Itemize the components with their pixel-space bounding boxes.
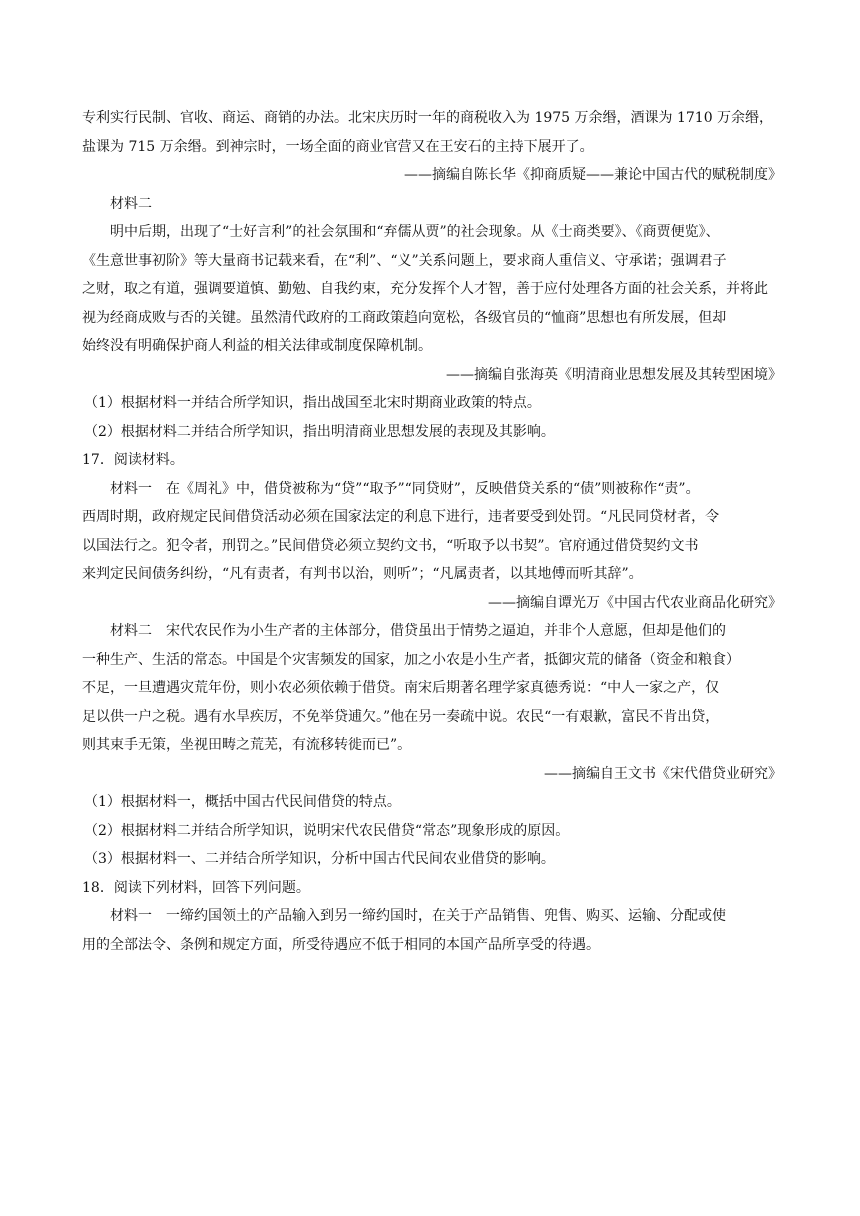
sub-question: （3）根据材料一、二并结合所学知识，分析中国古代民间农业借贷的影响。 — [84, 851, 555, 867]
sub-question: （1）根据材料一，概括中国古代民间借贷的特点。 — [84, 794, 401, 810]
body-text: 一缔约国领土的产品输入到另一缔约国时，在关于产品销售、兜售、购买、运输、分配或使 — [166, 908, 726, 924]
body-text-line: 以国法行之。犯令者，刑罚之。”民间借贷必须立契约文书，“听取予以书契”。官府通过借贷契约文书 — [82, 537, 699, 554]
body-text-line: 之财，取之有道，强调要道慎、勤勉、自我约束，充分发挥个人才智，善于应付处理各方面的社会关系，并将此 — [82, 281, 768, 297]
body-text-line: 《生意世事初阶》等大量商书记载来看，在“利”、“义”关系问题上，要求商人重信义、守承诺；强调君子 — [82, 252, 727, 269]
body-text-line: 始终没有明确保护商人利益的相关法律或制度保障机制。 — [82, 338, 432, 354]
material-label: 材料一 — [110, 908, 152, 924]
body-text: 在《周礼》中，借贷被称为“贷”“取予”“同贷财”，反映借贷关系的“债”则被称作“责”。 — [166, 480, 700, 497]
source-citation: ——摘编自陈长华《抑商质疑——兼论中国古代的赋税制度》 — [404, 167, 782, 183]
material-label: 材料一 — [110, 480, 152, 497]
sub-question: （2）根据材料二并结合所学知识，指出明清商业思想发展的表现及其影响。 — [84, 423, 555, 440]
body-text-line: 则其束手无策，坐视田畴之荒芜，有流移转徙而已”。 — [82, 737, 412, 753]
body-text-line: 西周时期，政府规定民间借贷活动必须在国家法定的利息下进行，违者要受到处罚。“凡民同贷材者，令 — [82, 509, 720, 525]
body-text-line: 视为经商成败与否的关键。虽然清代政府的工商政策趋向宽松，各级官员的“恤商”思想也有所发展，但却 — [82, 309, 727, 326]
body-text-line: 专利实行民制、官收、商运、商销的办法。北宋庆历时一年的商税收入为 1975 万余缗，酒课为 1710 万余缗， — [82, 110, 774, 126]
material-label: 材料二 — [110, 623, 152, 639]
source-citation: ——摘编自张海英《明清商业思想发展及其转型困境》 — [446, 366, 782, 383]
material-paragraph-start — [82, 617, 782, 646]
question-title: 18．阅读下列材料，回答下列问题。 — [82, 879, 310, 896]
question-title: 17．阅读材料。 — [82, 452, 184, 468]
body-text: 宋代农民作为小生产者的主体部分，借贷虽出于情势之逼迫，并非个人意愿，但却是他们的 — [166, 623, 726, 639]
exam-page — [82, 104, 782, 959]
material-paragraph-start — [82, 475, 782, 504]
body-text-line: 盐课为 715 万余缗。到神宗时，一场全面的商业官营又在王安石的主持下展开了。 — [82, 138, 594, 155]
source-citation: ——摘编自王文书《宋代借贷业研究》 — [544, 765, 782, 782]
source-citation: ——摘编自谭光万《中国古代农业商品化研究》 — [488, 594, 782, 611]
body-text-line: 不足，一旦遭遇灾荒年份，则小农必须依赖于借贷。南宋后期著名理学家真德秀说：“中人一家之产，仅 — [82, 680, 720, 696]
material-paragraph-start — [82, 902, 782, 931]
body-text-line: 明中后期，出现了“士好言利”的社会氛围和“弃儒从贾”的社会现象。从《士商类要》、《商贾便览》、 — [110, 224, 720, 240]
body-text-line: 来判定民间债务纠纷，“凡有责者，有判书以治，则听”；“凡属责者，以其地傅而听其辞”。 — [82, 566, 643, 582]
body-text-line: 一种生产、生活的常态。中国是个灾害频发的国家，加之小农是小生产者，抵御灾荒的储备（资金和粮食） — [82, 651, 740, 668]
body-text-line: 用的全部法令、条例和规定方面，所受待遇应不低于相同的本国产品所享受的待遇。 — [82, 936, 600, 953]
sub-question: （2）根据材料二并结合所学知识，说明宋代农民借贷“常态”现象形成的原因。 — [84, 822, 570, 839]
body-text-line: 足以供一户之税。遇有水旱疾厉，不免举贷逋欠。”他在另一奏疏中说。农民“一有艰歉，富民不肯出贷， — [82, 708, 720, 725]
sub-question: （1）根据材料一并结合所学知识，指出战国至北宋时期商业政策的特点。 — [84, 395, 541, 411]
material-label: 材料二 — [110, 195, 152, 212]
